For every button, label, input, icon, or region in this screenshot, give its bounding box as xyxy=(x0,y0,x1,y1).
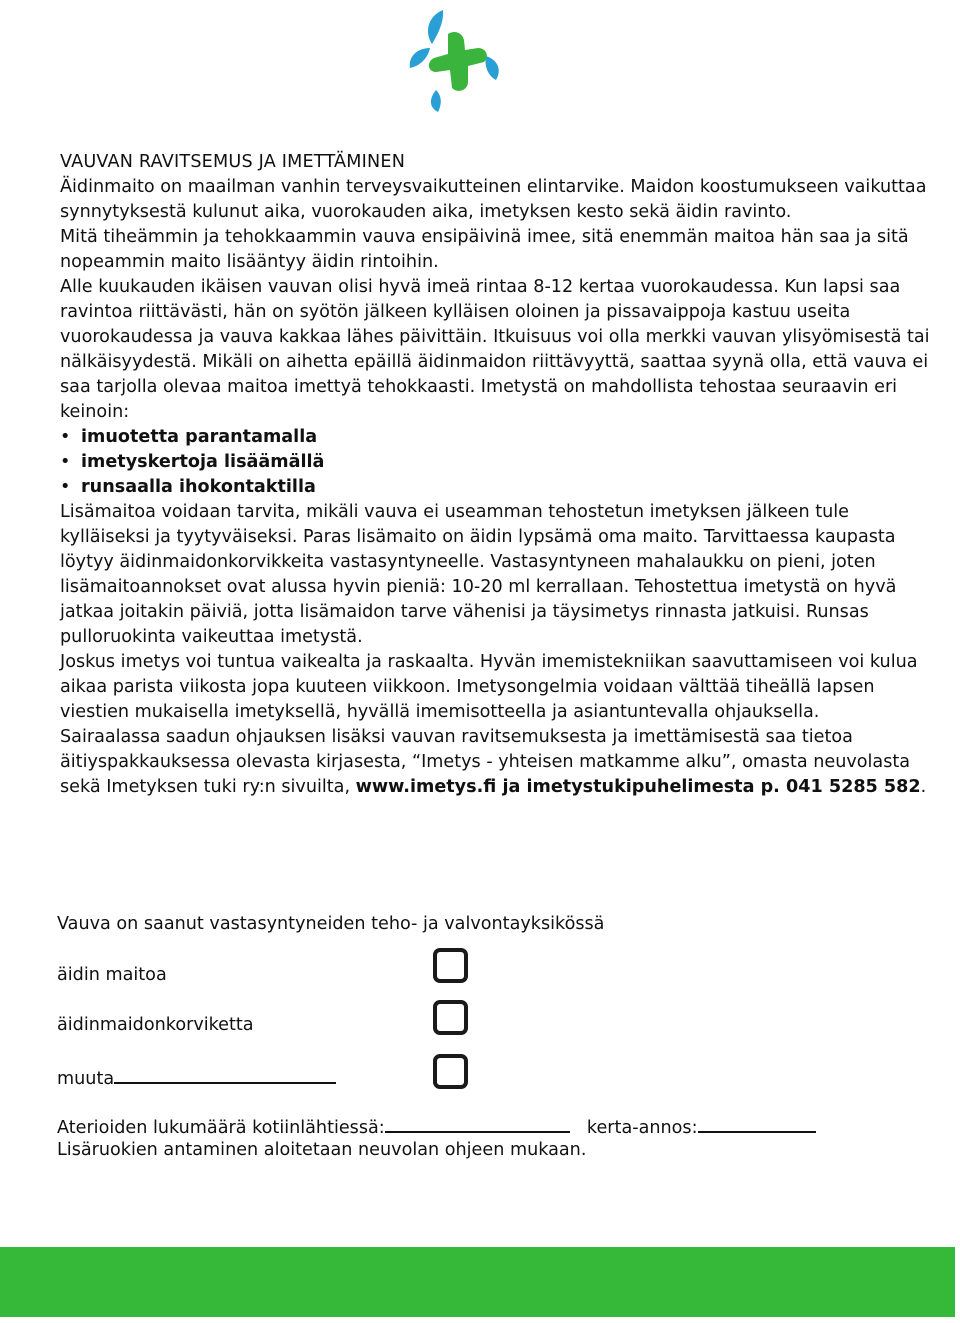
paragraph-resources xyxy=(60,725,940,800)
paragraph-nutrition-signs: Alle kuukauden ikäisen vauvan olisi hyvä imeä rintaa 8-12 kertaa vuorokaudessa. Kun lapsi saa ravintoa riittävästi, hän on syötön jälkeen kylläisen oloinen ja pissavaippoja kastuu useita vuorokaudessa ja vauva kakkaa lähes päivittäin. Itkuisuus voi olla merkki vauvan ylisyömisestä tai nälkäisyydestä. Mikäli on aihetta epäillä äidinmaidon riittävyyttä, saattaa syynä olla, että vauva ei saa tarjolla olevaa maitoa imettyä tehokkaasti. Imetystä on mahdollista tehostaa seuraavin eri keinoin: xyxy=(60,277,930,422)
resources-contact: www.imetys.fi ja imetystukipuhelimesta p. 041 5285 582 xyxy=(355,777,921,797)
checkbox-breastmilk[interactable] xyxy=(433,948,468,983)
list-item: • imuotetta parantamalla xyxy=(60,425,940,450)
meals-row xyxy=(57,1113,816,1141)
list-item: • imetyskertoja lisäämällä xyxy=(60,450,940,475)
meals-fill-line[interactable] xyxy=(385,1113,570,1133)
option-label-other: muuta xyxy=(57,1069,115,1089)
list-item: • runsaalla ihokontaktilla xyxy=(60,475,940,500)
checkbox-other[interactable] xyxy=(433,1054,468,1089)
portion-fill-line[interactable] xyxy=(698,1113,816,1133)
checkbox-formula[interactable] xyxy=(433,1000,468,1035)
form-intro: Vauva on saanut vastasyntyneiden teho- ja valvontayksikössä xyxy=(57,914,605,934)
meals-label: Aterioiden lukumäärä kotiinlähtiessä: xyxy=(57,1118,385,1138)
form-note: Lisäruokien antaminen aloitetaan neuvolan ohjeen mukaan. xyxy=(57,1140,587,1160)
option-other xyxy=(57,1064,336,1092)
other-fill-line[interactable] xyxy=(114,1064,336,1084)
paragraph-feeding-frequency: Mitä tiheämmin ja tehokkaammin vauva ensipäivinä imee, sitä enemmän maitoa hän saa ja sitä nopeammin maito lisääntyy äidin rintoihin. xyxy=(60,227,909,272)
page-title: VAUVAN RAVITSEMUS JA IMETTÄMINEN xyxy=(60,152,406,172)
document-body xyxy=(60,150,940,800)
portion-label: kerta-annos: xyxy=(586,1118,698,1138)
option-label-formula: äidinmaidonkorviketta xyxy=(57,1015,254,1035)
footer-bar xyxy=(0,1247,955,1317)
paragraph-supplement: Lisämaitoa voidaan tarvita, mikäli vauva ei useamman tehostetun imetyksen jälkeen tule kylläiseksi ja tyytyväiseksi. Paras lisämaito on äidin lypsämä oma maito. Tarvittaessa kaupasta löytyy äidinmaidonkorvikkeita vastasyntyneelle. Vastasyntyneen mahalaukku on pieni, joten lisämaitoannokset ovat alussa hyvin pieniä: 10-20 ml kerrallaan. Tehostettua imetystä on hyvä jatkaa joitakin päiviä, jotta lisämaidon tarve vähenisi ja täysimetys rinnasta jatkuisi. Runsas pulloruokinta vaikeuttaa imetystä. xyxy=(60,502,897,647)
option-label-breastmilk: äidin maitoa xyxy=(57,965,167,985)
resources-text: Sairaalassa saadun ohjauksen lisäksi vauvan ravitsemuksesta ja imettämisestä saa tietoa äitiyspakkauksessa olevasta kirjasesta, “Imetys - yhteisen matkamme alku”, omasta neuvolasta sekä Imetyksen tuki ry:n sivuilta, xyxy=(60,727,911,797)
paragraph-breastmilk: Äidinmaito on maailman vanhin terveysvaikutteinen elintarvike. Maidon koostumukseen vaikuttaa synnytyksestä kulunut aika, vuorokauden aika, imetyksen kesto sekä äidin ravinto. xyxy=(60,177,927,222)
methods-list xyxy=(60,425,940,500)
resources-period: . xyxy=(920,777,927,797)
clinic-logo-icon xyxy=(398,4,508,114)
paragraph-difficulties: Joskus imetys voi tuntua vaikealta ja raskaalta. Hyvän imemistekniikan saavuttamiseen voi kulua aikaa parista viikosta jopa kuuteen viikkoon. Imetysongelmia voidaan välttää tiheällä lapsen viestien mukaisella imetyksellä, hyvällä imemisotteella ja asiantuntevalla ohjauksella. xyxy=(60,652,918,722)
